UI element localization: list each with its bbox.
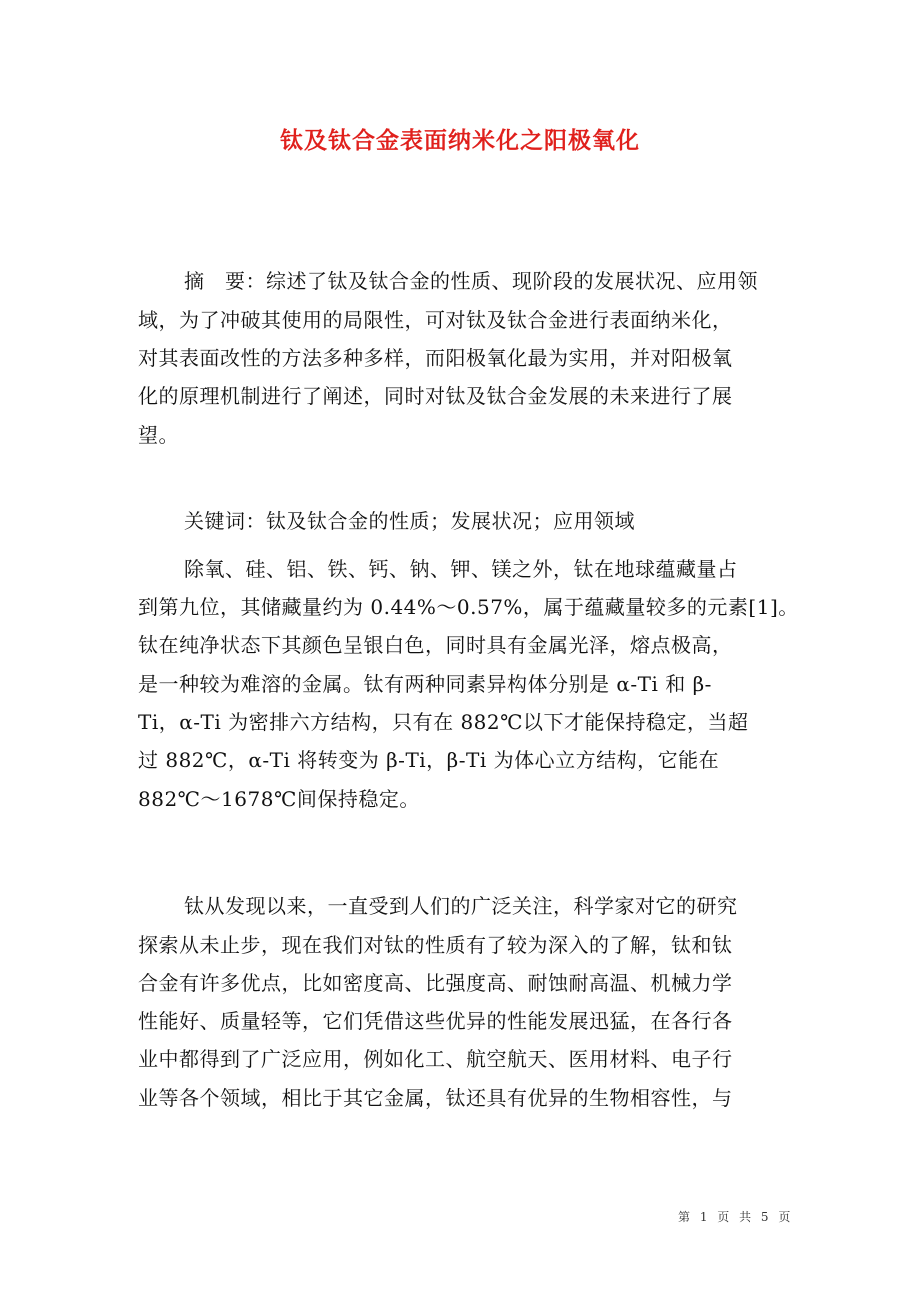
- body-paragraph-2-line: 钛从发现以来，一直受到人们的广泛关注，科学家对它的研究: [184, 894, 738, 918]
- body-paragraph-2-line: 合金有许多优点，比如密度高、比强度高、耐蚀耐高温、机械力学: [138, 971, 733, 995]
- body-paragraph-2-line: 业中都得到了广泛应用，例如化工、航空航天、医用材料、电子行: [138, 1047, 733, 1071]
- abstract-line: 望。: [138, 423, 179, 447]
- body-paragraph-1-line: 到第九位，其储藏量约为 0.44%～0.57%，属于蕴藏量较多的元素[1]。: [138, 595, 799, 619]
- body-paragraph-1-line: Ti，α-Ti 为密排六方结构，只有在 882℃以下才能保持稳定，当超: [138, 710, 749, 734]
- keywords-line: 关键词：钛及钛合金的性质；发展状况；应用领域: [184, 509, 635, 533]
- body-paragraph-1-line: 过 882℃，α-Ti 将转变为 β-Ti，β-Ti 为体心立方结构，它能在: [138, 748, 720, 772]
- body-paragraph-2-line: 探索从未止步，现在我们对钛的性质有了较为深入的了解，钛和钛: [138, 933, 733, 957]
- abstract-line: 化的原理机制进行了阐述，同时对钛及钛合金发展的未来进行了展: [138, 384, 733, 408]
- body-paragraph-1-line: 钛在纯净状态下其颜色呈银白色，同时具有金属光泽，熔点极高，: [138, 633, 733, 657]
- body-paragraph-1-line: 882℃～1678℃间保持稳定。: [138, 787, 420, 811]
- abstract-line: 对其表面改性的方法多种多样，而阳极氧化最为实用，并对阳极氧: [138, 346, 733, 370]
- page-number: 第 1 页 共 5 页: [678, 1210, 794, 1224]
- document-title: 钛及钛合金表面纳米化之阳极氧化: [280, 127, 640, 154]
- abstract-line: 摘 要：综述了钛及钛合金的性质、现阶段的发展状况、应用领: [184, 269, 758, 293]
- body-paragraph-2-line: 业等各个领域，相比于其它金属，钛还具有优异的生物相容性，与: [138, 1086, 733, 1110]
- body-paragraph-2-line: 性能好、质量轻等，它们凭借这些优异的性能发展迅猛，在各行各: [138, 1009, 733, 1033]
- abstract-line: 域，为了冲破其使用的局限性，可对钛及钛合金进行表面纳米化，: [138, 308, 733, 332]
- body-paragraph-1-line: 除氧、硅、铝、铁、钙、钠、钾、镁之外，钛在地球蕴藏量占: [184, 557, 738, 581]
- body-paragraph-1-line: 是一种较为难溶的金属。钛有两种同素异构体分别是 α-Ti 和 β-: [138, 672, 712, 696]
